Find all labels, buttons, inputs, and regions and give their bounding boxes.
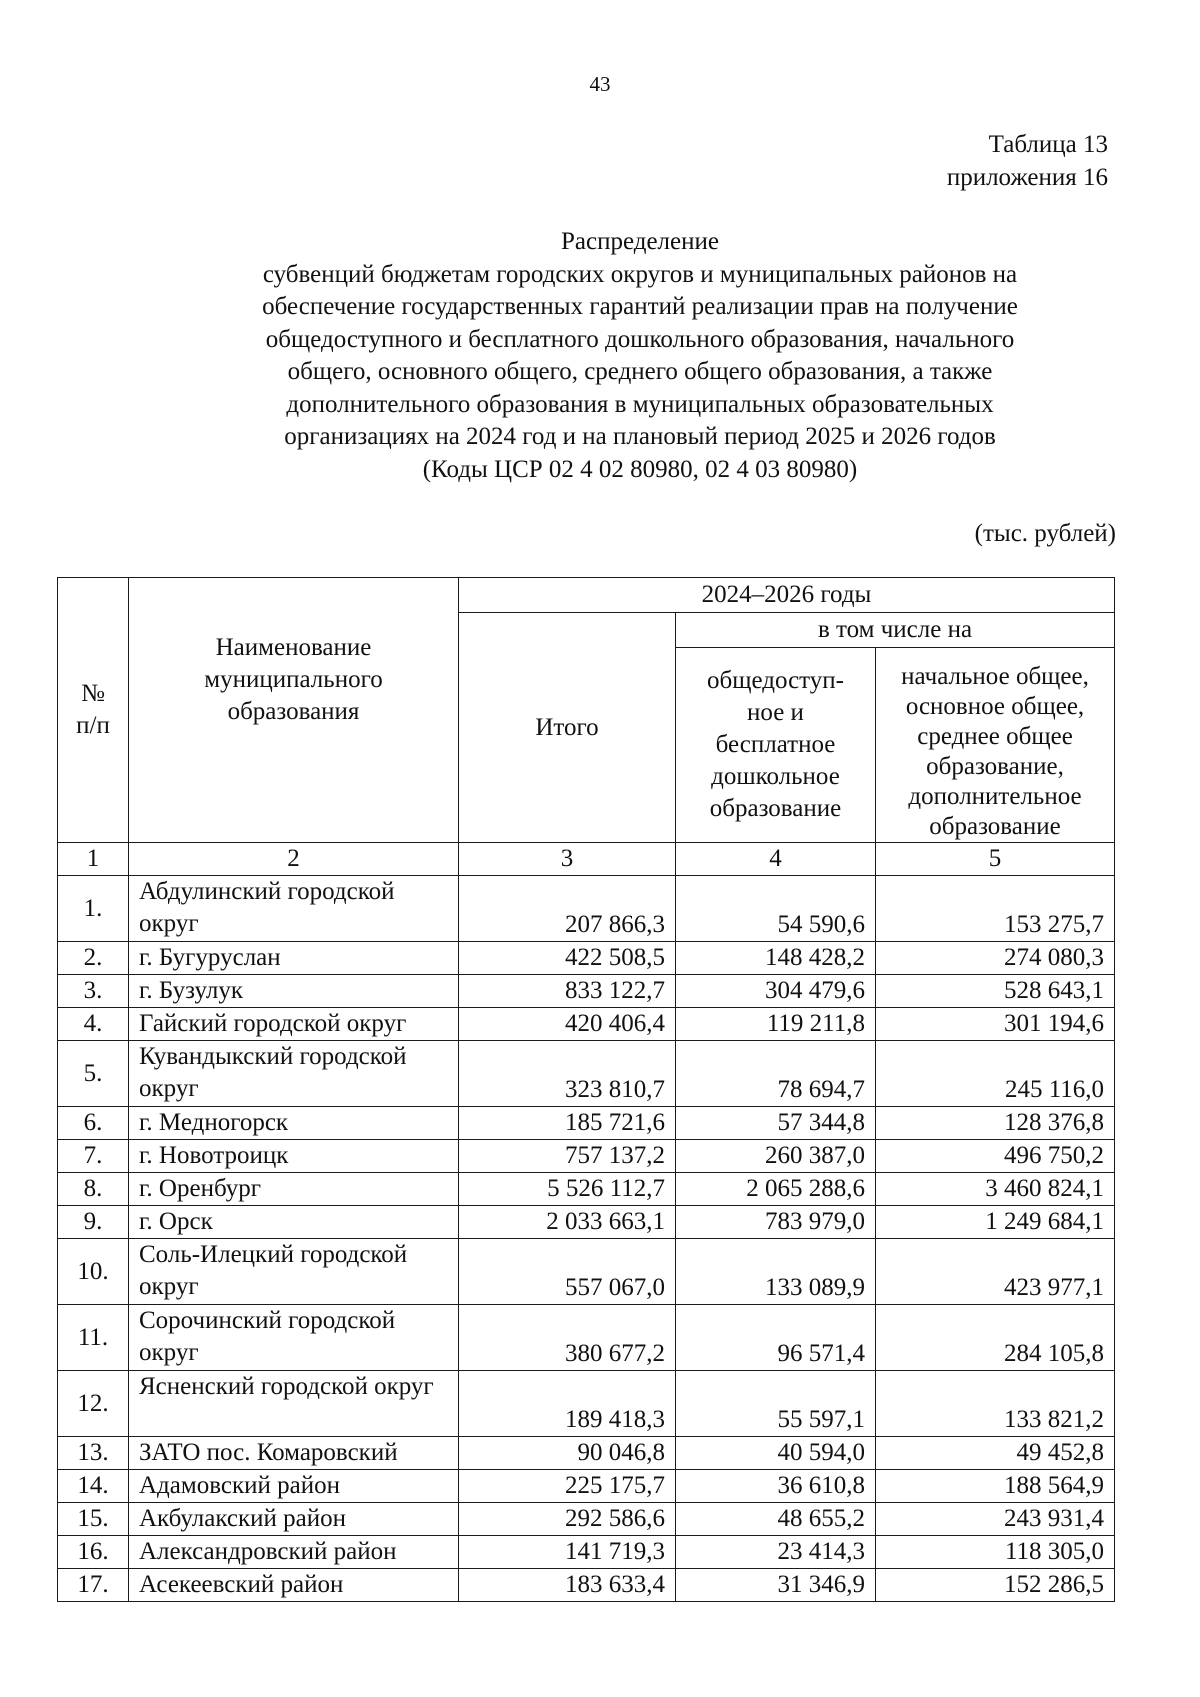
row-num: 9. [58, 1206, 129, 1239]
row-preschool: 96 571,4 [676, 1305, 876, 1371]
row-name: г. Медногорск [129, 1107, 459, 1140]
table-row [58, 1305, 1115, 1371]
row-total: 420 406,4 [459, 1008, 676, 1041]
row-name: Александровский район [129, 1536, 459, 1569]
table-row [58, 1503, 1115, 1536]
row-general: 243 931,4 [876, 1503, 1115, 1536]
row-preschool: 133 089,9 [676, 1239, 876, 1305]
column-number: 4 [676, 843, 876, 876]
row-general: 301 194,6 [876, 1008, 1115, 1041]
row-general: 284 105,8 [876, 1305, 1115, 1371]
row-general: 423 977,1 [876, 1239, 1115, 1305]
row-num: 6. [58, 1107, 129, 1140]
row-num: 1. [58, 876, 129, 942]
row-preschool: 48 655,2 [676, 1503, 876, 1536]
row-name: г. Бугуруслан [129, 942, 459, 975]
row-num: 3. [58, 975, 129, 1008]
row-preschool: 54 590,6 [676, 876, 876, 942]
column-number-row [58, 843, 1115, 876]
row-preschool: 2 065 288,6 [676, 1173, 876, 1206]
table-label-line2: приложения 16 [946, 164, 1108, 191]
header-preschool: общедоступ- ное и бесплатное дошкольное образование [676, 648, 876, 843]
row-preschool: 23 414,3 [676, 1536, 876, 1569]
units-label: (тыс. рублей) [974, 520, 1116, 547]
row-num: 5. [58, 1041, 129, 1107]
row-preschool: 57 344,8 [676, 1107, 876, 1140]
row-num: 12. [58, 1371, 129, 1437]
row-preschool: 783 979,0 [676, 1206, 876, 1239]
row-preschool: 55 597,1 [676, 1371, 876, 1437]
table-label [947, 128, 1108, 194]
row-num: 2. [58, 942, 129, 975]
row-num: 7. [58, 1140, 129, 1173]
row-general: 118 305,0 [876, 1536, 1115, 1569]
table-row [58, 975, 1115, 1008]
title-line: субвенций бюджетам городских округов и муниципальных районов на [262, 260, 1018, 288]
row-general: 188 564,9 [876, 1470, 1115, 1503]
title-line: общедоступного и бесплатного дошкольного образования, начального [265, 325, 1015, 353]
row-name: г. Новотроицк [129, 1140, 459, 1173]
row-name: г. Бузулук [129, 975, 459, 1008]
row-general: 1 249 684,1 [876, 1206, 1115, 1239]
row-num: 11. [58, 1305, 129, 1371]
row-general: 128 376,8 [876, 1107, 1115, 1140]
column-number: 2 [129, 843, 459, 876]
row-name: г. Оренбург [129, 1173, 459, 1206]
row-preschool: 31 346,9 [676, 1569, 876, 1602]
row-num: 15. [58, 1503, 129, 1536]
row-name: Асекеевский район [129, 1569, 459, 1602]
row-total: 225 175,7 [459, 1470, 676, 1503]
row-total: 380 677,2 [459, 1305, 676, 1371]
row-num: 10. [58, 1239, 129, 1305]
table-row [58, 1239, 1115, 1305]
title-line: дополнительного образования в муниципальных образовательных [286, 390, 994, 418]
row-num: 16. [58, 1536, 129, 1569]
table-row [58, 1569, 1115, 1602]
row-general: 245 116,0 [876, 1041, 1115, 1107]
row-general: 528 643,1 [876, 975, 1115, 1008]
row-total: 185 721,6 [459, 1107, 676, 1140]
column-number: 1 [58, 843, 129, 876]
row-total: 757 137,2 [459, 1140, 676, 1173]
table-row [58, 1470, 1115, 1503]
row-total: 292 586,6 [459, 1503, 676, 1536]
row-name: Сорочинский городской округ [129, 1305, 459, 1371]
row-preschool: 304 479,6 [676, 975, 876, 1008]
title-codes: (Коды ЦСР 02 4 02 80980, 02 4 03 80980) [422, 455, 858, 483]
row-preschool: 78 694,7 [676, 1041, 876, 1107]
row-name: Абдулинский городской округ [129, 876, 459, 942]
row-total: 833 122,7 [459, 975, 676, 1008]
row-total: 557 067,0 [459, 1239, 676, 1305]
table-row [58, 1140, 1115, 1173]
page-number: 43 [589, 72, 611, 96]
row-name: Соль-Илецкий городской округ [129, 1239, 459, 1305]
table-row [58, 1173, 1115, 1206]
table-row [58, 942, 1115, 975]
table-row [58, 876, 1115, 942]
table-row [58, 1437, 1115, 1470]
header-total: Итого [459, 613, 676, 843]
table-row [58, 1107, 1115, 1140]
row-preschool: 148 428,2 [676, 942, 876, 975]
table-row [58, 1206, 1115, 1239]
table-row [58, 1536, 1115, 1569]
header-period: 2024–2026 годы [459, 578, 1115, 613]
row-general: 274 080,3 [876, 942, 1115, 975]
row-preschool: 40 594,0 [676, 1437, 876, 1470]
title-line: общего, основного общего, среднего общего образования, а также [287, 358, 993, 385]
row-total: 141 719,3 [459, 1536, 676, 1569]
row-preschool: 260 387,0 [676, 1140, 876, 1173]
row-num: 13. [58, 1437, 129, 1470]
row-general: 152 286,5 [876, 1569, 1115, 1602]
row-total: 2 033 663,1 [459, 1206, 676, 1239]
row-total: 189 418,3 [459, 1371, 676, 1437]
table-row [58, 1041, 1115, 1107]
row-total: 183 633,4 [459, 1569, 676, 1602]
row-total: 90 046,8 [459, 1437, 676, 1470]
row-name: г. Орск [129, 1206, 459, 1239]
row-num: 14. [58, 1470, 129, 1503]
row-name: Адамовский район [129, 1470, 459, 1503]
table-label-line1: Таблица 13 [988, 131, 1108, 158]
header-general: начальное общее, основное общее, среднее общее образование, дополнительное образование [876, 648, 1115, 843]
header-including: в том числе на [676, 613, 1115, 648]
row-general: 496 750,2 [876, 1140, 1115, 1173]
row-general: 153 275,7 [876, 876, 1115, 942]
distribution-table [57, 577, 1115, 1602]
row-total: 323 810,7 [459, 1041, 676, 1107]
title-heading: Распределение [561, 228, 719, 255]
column-number: 3 [459, 843, 676, 876]
row-general: 3 460 824,1 [876, 1173, 1115, 1206]
row-total: 422 508,5 [459, 942, 676, 975]
row-total: 5 526 112,7 [459, 1173, 676, 1206]
row-preschool: 119 211,8 [676, 1008, 876, 1041]
row-general: 49 452,8 [876, 1437, 1115, 1470]
row-name: Акбулакский район [129, 1503, 459, 1536]
row-num: 4. [58, 1008, 129, 1041]
table-row [58, 1008, 1115, 1041]
row-name: Гайский городской округ [129, 1008, 459, 1041]
row-num: 8. [58, 1173, 129, 1206]
row-num: 17. [58, 1569, 129, 1602]
document-title [140, 226, 1140, 486]
column-number: 5 [876, 843, 1115, 876]
table-row [58, 1371, 1115, 1437]
header-num: № п/п [58, 578, 129, 843]
row-general: 133 821,2 [876, 1371, 1115, 1437]
header-name: Наименование муниципального образования [129, 578, 459, 843]
row-total: 207 866,3 [459, 876, 676, 942]
row-name: Кувандыкский городской округ [129, 1041, 459, 1107]
title-line: организациях на 2024 год и на плановый период 2025 и 2026 годов [284, 423, 996, 450]
row-name: Ясненский городской округ [129, 1371, 459, 1437]
row-name: ЗАТО пос. Комаровский [129, 1437, 459, 1470]
row-preschool: 36 610,8 [676, 1470, 876, 1503]
title-line: обеспечение государственных гарантий реализации прав на получение [262, 293, 1018, 320]
